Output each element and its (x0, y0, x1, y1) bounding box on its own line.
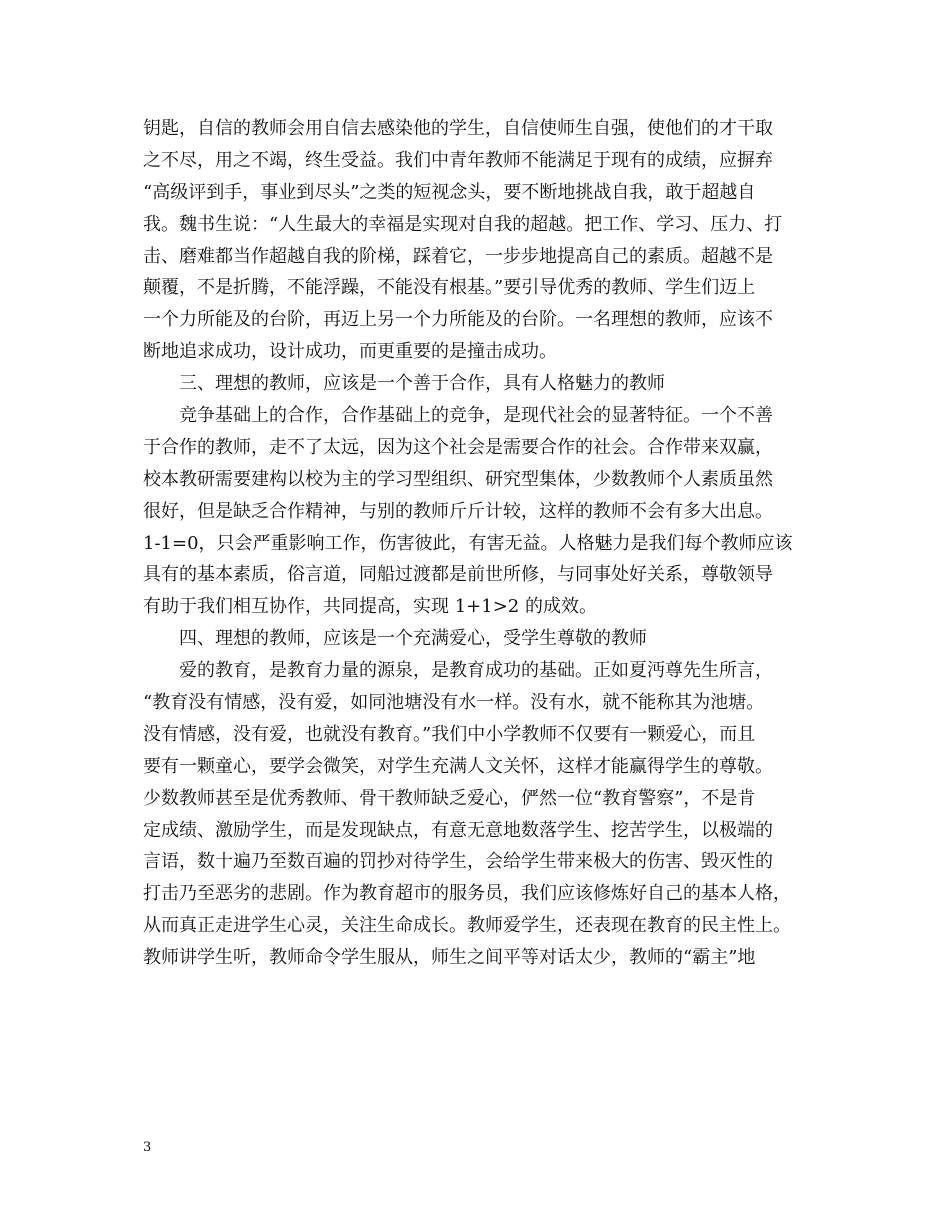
text-line: 校本教研需要建构以校为主的学习型组织、研究型集体，少数教师个人素质虽然 (143, 468, 773, 490)
text-line: 爱的教育，是教育力量的源泉，是教育成功的基础。正如夏沔尊先生所言， (179, 660, 773, 682)
text-line: 1-1=0，只会严重影响工作，伤害彼此，有害无益。人格魅力是我们每个教师应该 (143, 532, 793, 554)
text-line: “教育没有情感，没有爱，如同池塘没有水一样。没有水，就不能称其为池塘。 (143, 692, 765, 714)
text-line: 于合作的教师，走不了太远，因为这个社会是需要合作的社会。合作带来双赢， (143, 436, 773, 458)
text-line: 没有情感，没有爱，也就没有教育。”我们中小学教师不仅要有一颗爱心，而且 (143, 723, 756, 745)
text-line: 很好，但是缺乏合作精神，与别的教师斤斤计较，这样的教师不会有多大出息。 (143, 500, 773, 522)
text-line: 竞争基础上的合作，合作基础上的竞争，是现代社会的显著特征。一个不善 (179, 405, 773, 427)
text-line: 有助于我们相互协作，共同提高，实现 1+1>2 的成效。 (143, 596, 597, 618)
section-heading: 四、理想的教师，应该是一个充满爱心，受学生尊敬的教师 (179, 628, 647, 650)
text-line: 具有的基本素质，俗言道，同船过渡都是前世所修，与同事处好关系，尊敬领导 (143, 564, 773, 586)
text-line: 颠覆，不是折腾，不能浮躁，不能没有根基。”要引导优秀的教师、学生们迈上 (143, 277, 756, 299)
body-text (143, 113, 808, 974)
text-line: 要有一颗童心，要学会微笑，对学生充满人文关怀，这样才能赢得学生的尊敬。 (143, 755, 773, 777)
text-line: 一个力所能及的台阶，再迈上另一个力所能及的台阶。一名理想的教师，应该不 (143, 309, 773, 331)
text-line: 教师讲学生听，教师命令学生服从，师生之间平等对话太少，教师的“霸主”地 (143, 947, 756, 969)
text-line: 断地追求成功，设计成功，而更重要的是撞击成功。 (143, 341, 557, 363)
text-line: 少数教师甚至是优秀教师、骨干教师缺乏爱心，俨然一位“教育警察”，不是肯 (143, 787, 756, 809)
section-heading: 三、理想的教师，应该是一个善于合作，具有人格魅力的教师 (179, 373, 665, 395)
text-line: 击、磨难都当作超越自我的阶梯，踩着它，一步步地提高自己的素质。超越不是 (143, 245, 773, 267)
text-line: 打击乃至恶劣的悲剧。作为教育超市的服务员，我们应该修炼好自己的基本人格， (143, 883, 791, 905)
text-line: “高级评到手，事业到尽头”之类的短视念头，要不断地挑战自我，敢于超越自 (143, 181, 756, 203)
text-line: 从而真正走进学生心灵，关注生命成长。教师爱学生，还表现在教育的民主性上。 (143, 915, 791, 937)
page-number: 3 (143, 1140, 152, 1155)
text-line: 我。魏书生说：“人生最大的幸福是实现对自我的超越。把工作、学习、压力、打 (143, 213, 783, 235)
text-line: 定成绩、激励学生，而是发现缺点，有意无意地数落学生、挖苦学生，以极端的 (143, 819, 773, 841)
text-line: 之不尽，用之不竭，终生受益。我们中青年教师不能满足于现有的成绩，应摒弃 (143, 149, 773, 171)
text-line: 钥匙，自信的教师会用自信去感染他的学生，自信使师生自强，使他们的才干取 (143, 118, 773, 139)
text-line: 言语，数十遍乃至数百遍的罚抄对待学生，会给学生带来极大的伤害、毁灭性的 (143, 851, 773, 873)
